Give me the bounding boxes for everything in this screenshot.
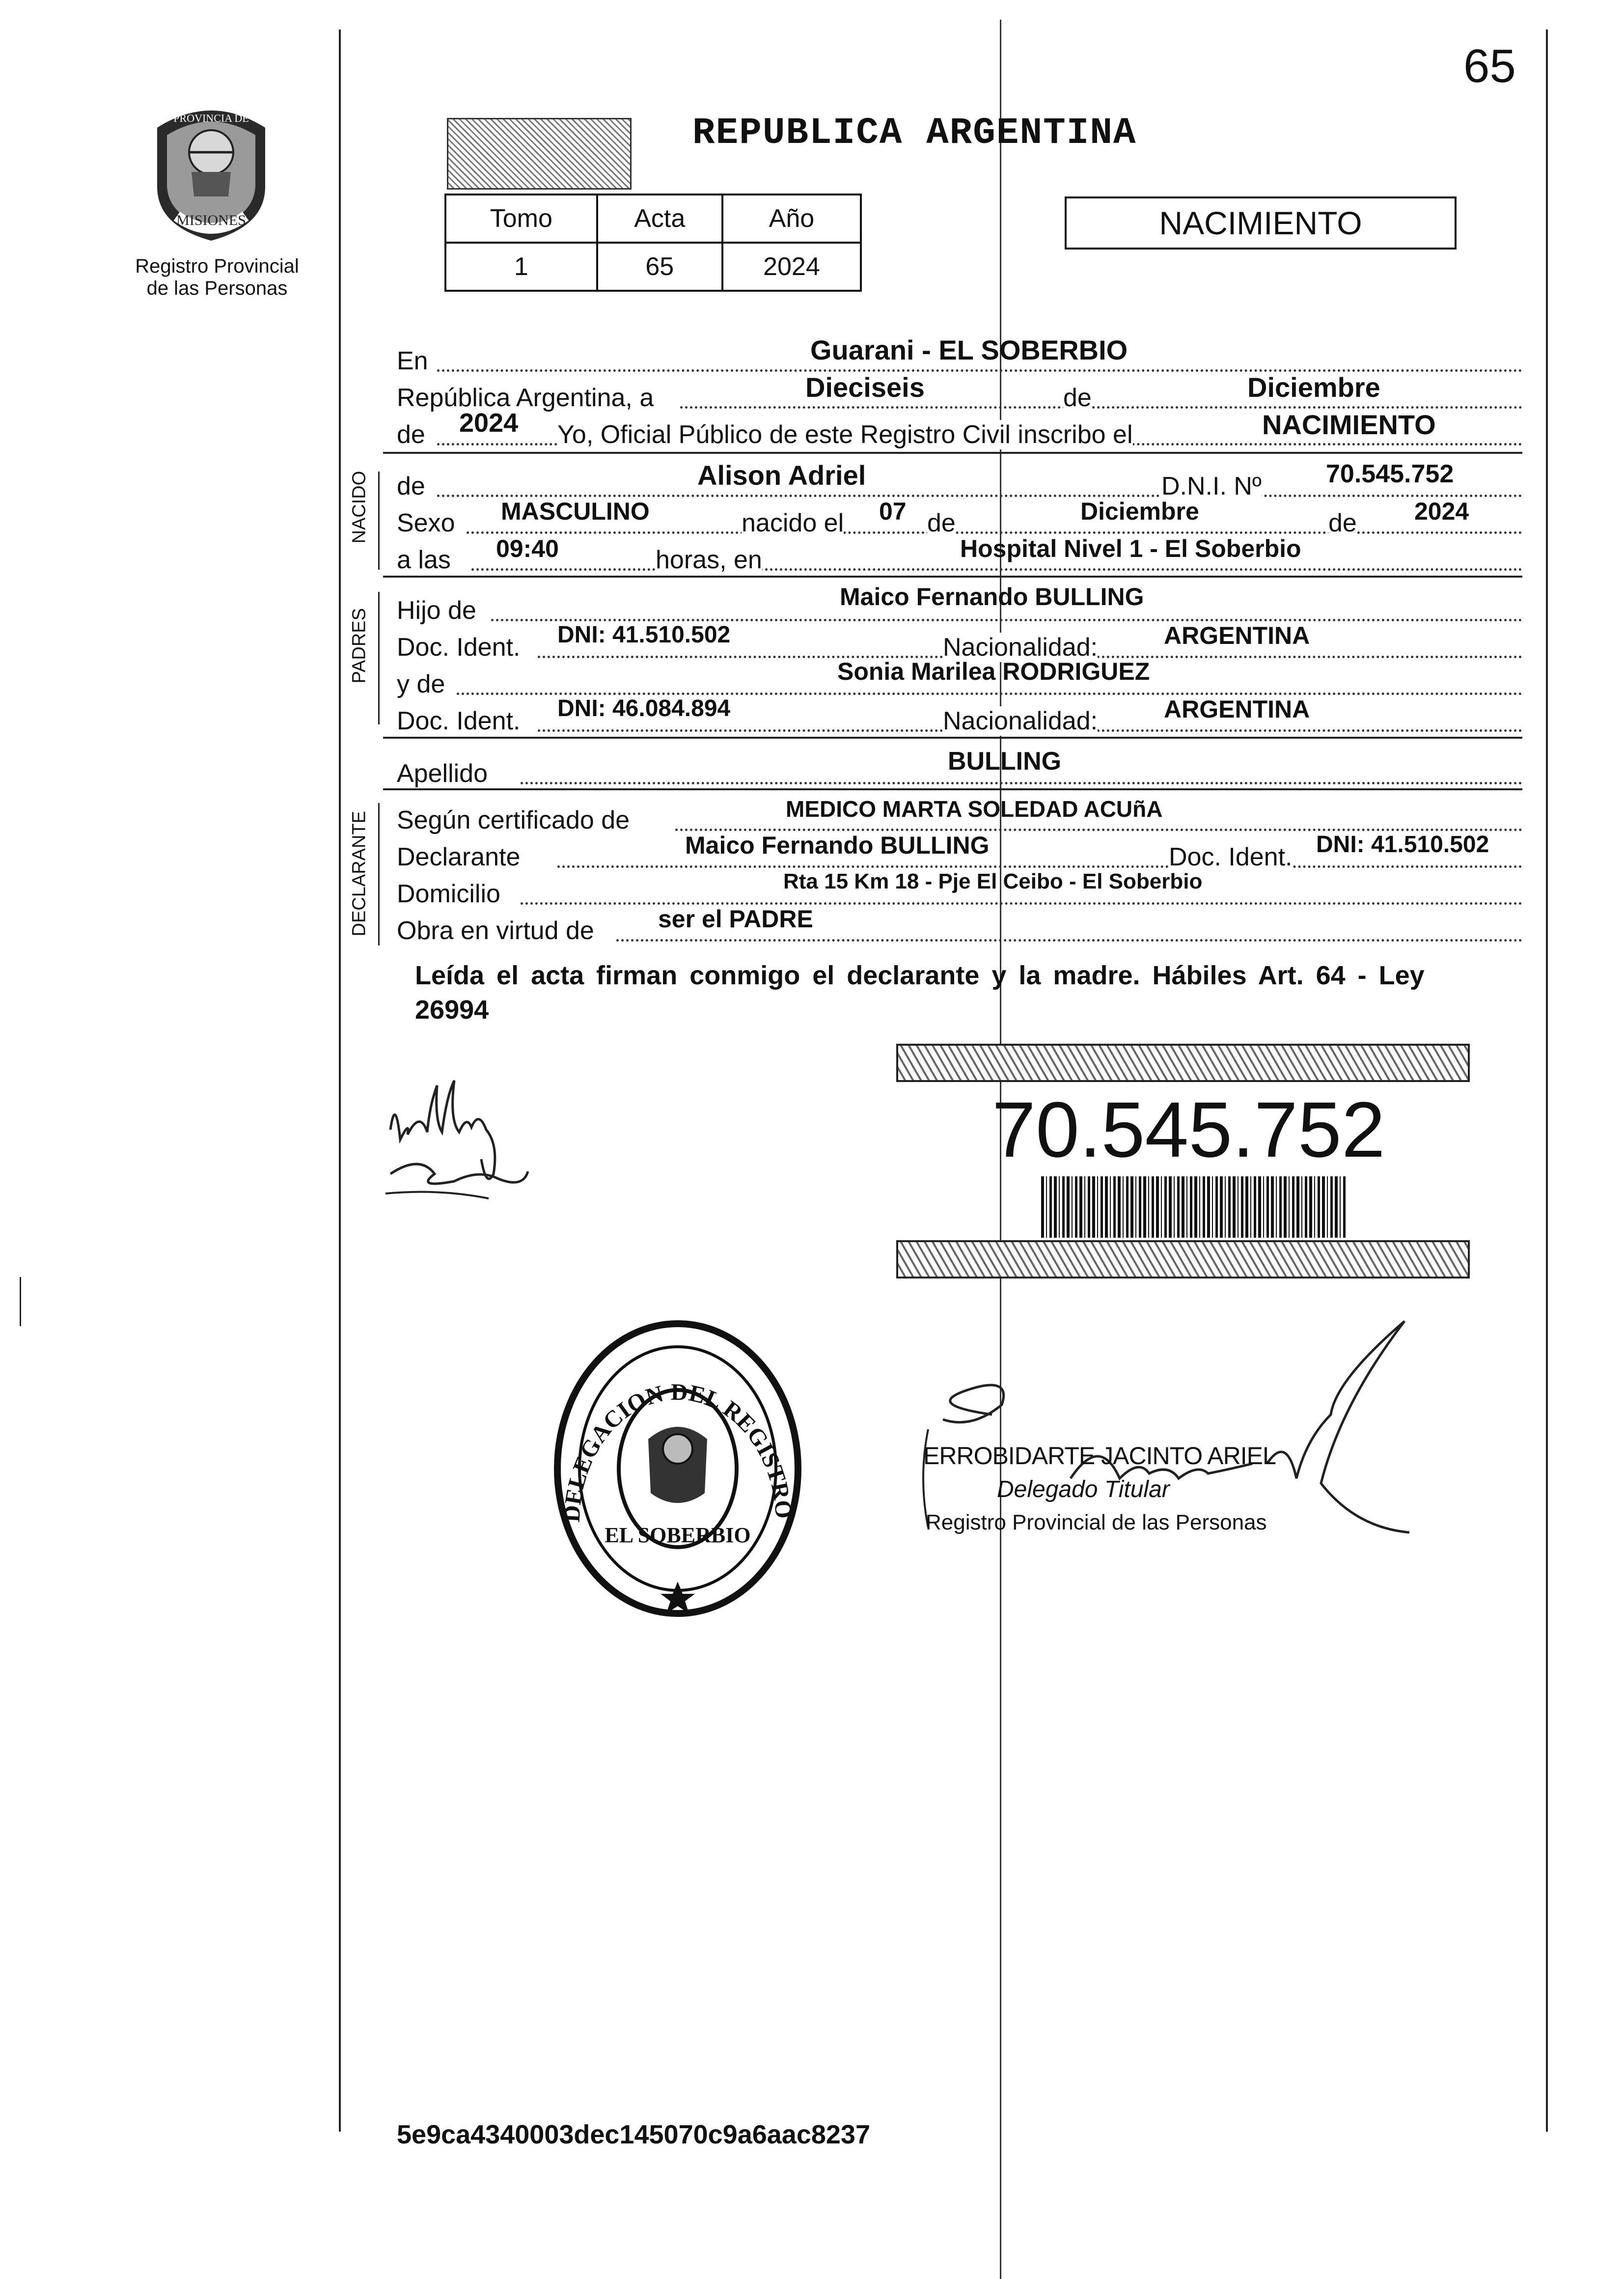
mother-nationality: ARGENTINA — [1164, 695, 1310, 723]
section-rule — [383, 788, 1522, 790]
logo-caption-1: Registro Provincial — [135, 255, 299, 277]
yo-text: Yo, Oficial Público de este Registro Civil inscribo el — [557, 420, 1133, 449]
closing-line-2: 26994 — [415, 995, 489, 1025]
province-logo — [142, 98, 280, 246]
seal-city: EL SOBERBIO — [605, 1523, 751, 1547]
security-stamp — [447, 118, 632, 190]
hijo-label: Hijo de — [397, 596, 476, 625]
a-las-label: a las — [397, 546, 451, 574]
obra-label: Obra en virtud de — [397, 917, 594, 945]
section-rule — [383, 737, 1522, 739]
section-bracket — [378, 803, 380, 945]
nacionalidad-label: Nacionalidad: — [943, 633, 1098, 662]
table-header: Acta — [597, 195, 722, 243]
de-label: de — [927, 509, 956, 537]
horas-label: horas, en — [656, 546, 762, 574]
child-name: Alison Adriel — [697, 460, 866, 491]
barcode-number: 70.545.752 — [992, 1085, 1385, 1173]
en-label: En — [397, 347, 428, 375]
closing-line-1: Leída el acta firman conmigo el declarante y la madre. Hábiles Art. 64 - Ley — [415, 961, 1425, 990]
nacido-el-label: nacido el — [742, 509, 844, 537]
de-label: de — [397, 472, 425, 500]
apellido-label: Apellido — [397, 759, 488, 788]
record-month: Diciembre — [1247, 372, 1380, 403]
de-label: de — [1063, 384, 1092, 412]
svg-text:PROVINCIA DE: PROVINCIA DE — [173, 112, 249, 124]
svg-text:MISIONES: MISIONES — [176, 212, 246, 228]
doc-type-box: NACIMIENTO — [1065, 196, 1457, 250]
official-name: ERROBIDARTE JACINTO ARIEL — [923, 1442, 1276, 1470]
birth-place: Hospital Nivel 1 - El Soberbio — [960, 535, 1301, 562]
birth-month: Diciembre — [1080, 498, 1199, 525]
child-dni: 70.545.752 — [1326, 460, 1454, 488]
republica-label: República Argentina, a — [397, 384, 654, 412]
register-table — [444, 194, 862, 292]
father-doc: DNI: 41.510.502 — [557, 622, 731, 648]
seal-ring-text: DELEGACION DEL REGISTRO — [558, 1379, 797, 1523]
table-header: Tomo — [445, 195, 597, 243]
page-number: 65 — [1463, 40, 1516, 92]
doc-ident-label: Doc. Ident. — [397, 633, 521, 662]
section-rule — [383, 452, 1522, 454]
delegation-seal — [550, 1316, 805, 1621]
record-year: 2024 — [459, 408, 519, 438]
barcode — [1041, 1176, 1346, 1238]
nacionalidad-label: Nacionalidad: — [943, 707, 1098, 735]
de-label: de — [397, 420, 425, 449]
section-rule — [383, 576, 1522, 578]
record-place: Guarani - EL SOBERBIO — [810, 334, 1128, 365]
left-margin-line — [339, 29, 341, 2132]
right-margin-line — [1546, 29, 1548, 2132]
birth-day: 07 — [879, 498, 907, 525]
mother-name: Sonia Marilea RODRIGUEZ — [837, 658, 1150, 685]
nacido-side-label: NACIDO — [349, 471, 370, 544]
table-cell: 2024 — [722, 243, 861, 291]
birth-year: 2024 — [1414, 498, 1469, 525]
doc-ident-label: Doc. Ident. — [397, 707, 521, 735]
record-event: NACIMIENTO — [1262, 409, 1436, 440]
mother-doc: DNI: 46.084.894 — [557, 695, 731, 722]
sexo-label: Sexo — [397, 509, 455, 537]
doc-ident-label: Doc. Ident. — [1169, 843, 1293, 871]
certificado-label: Según certificado de — [397, 806, 630, 834]
logo-caption-2: de las Personas — [146, 278, 288, 299]
document-hash: 5e9ca4340003dec145070c9a6aac8237 — [397, 2120, 870, 2149]
section-bracket — [378, 592, 380, 724]
padres-side-label: PADRES — [349, 608, 370, 684]
declarant-address: Rta 15 Km 18 - Pje El Ceibo - El Soberbio — [783, 869, 1203, 893]
table-cell: 1 — [445, 243, 597, 291]
declarant-signature — [381, 1076, 543, 1213]
father-nationality: ARGENTINA — [1164, 622, 1310, 649]
section-bracket — [378, 472, 380, 570]
declarant-doc: DNI: 41.510.502 — [1316, 832, 1489, 858]
official-title: Delegado Titular — [997, 1476, 1170, 1502]
domicilio-label: Domicilio — [397, 880, 500, 908]
table-header: Año — [722, 195, 861, 243]
table-cell: 65 — [597, 243, 722, 291]
apellido-value: BULLING — [948, 747, 1062, 776]
declarant-reason: ser el PADRE — [658, 905, 813, 933]
scan-mark — [20, 1277, 21, 1326]
de-label: de — [1328, 509, 1357, 537]
declarant-name: Maico Fernando BULLING — [685, 832, 990, 859]
certificate-issuer: MEDICO MARTA SOLEDAD ACUñA — [786, 796, 1163, 822]
child-sex: MASCULINO — [501, 498, 650, 525]
official-office: Registro Provincial de las Personas — [926, 1510, 1267, 1534]
dni-label: D.N.I. Nº — [1161, 472, 1262, 500]
declarante-label: Declarante — [397, 843, 521, 871]
declarante-side-label: DECLARANTE — [349, 811, 370, 937]
country-heading: REPUBLICA ARGENTINA — [692, 112, 1137, 154]
security-strip — [896, 1240, 1470, 1278]
y-de-label: y de — [397, 670, 445, 698]
security-strip — [896, 1044, 1470, 1082]
record-day: Dieciseis — [805, 372, 925, 403]
father-name: Maico Fernando BULLING — [840, 583, 1144, 611]
birth-time: 09:40 — [496, 535, 559, 562]
